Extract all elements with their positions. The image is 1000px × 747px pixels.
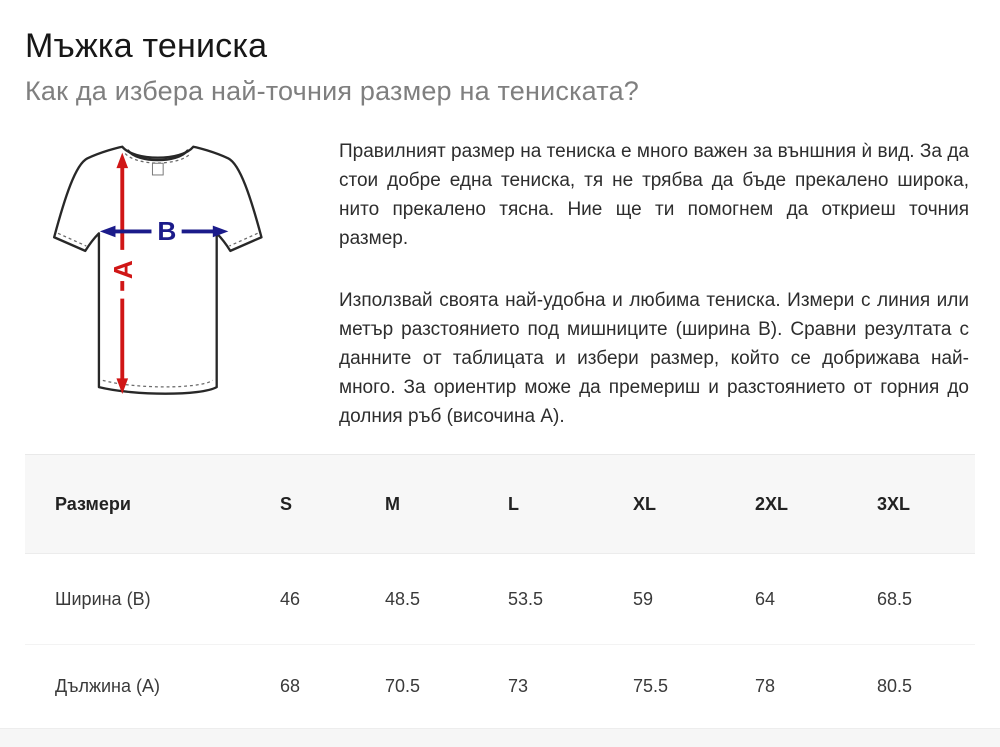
intro-paragraphs — [339, 137, 975, 433]
length-value-m: 70.5 — [385, 675, 421, 696]
tshirt-measure-diagram — [25, 137, 313, 429]
width-value-xl: 59 — [633, 588, 654, 609]
page-subtitle: Как да избера най-точния размер на тениската? — [25, 76, 639, 106]
width-value-2xl: 64 — [755, 588, 776, 609]
tshirt-outline — [54, 147, 261, 394]
page-footer-strip — [0, 728, 1000, 747]
size-table — [25, 454, 975, 727]
length-value-l: 73 — [508, 675, 529, 696]
width-value-l: 53.5 — [508, 588, 544, 609]
length-value-2xl: 78 — [755, 675, 776, 696]
row-label-length: Дължина (A) — [55, 675, 160, 696]
length-value-xl: 75.5 — [633, 675, 669, 696]
page-header — [0, 0, 1000, 107]
label-a: A — [108, 260, 139, 280]
header-cell-2xl: 2XL — [755, 493, 789, 514]
header-cell-l: L — [508, 493, 519, 514]
neck-label — [152, 163, 163, 175]
page-title: Мъжка тениска — [25, 27, 268, 65]
intro-paragraph-2: Използвай своята най-удобна и любима тениска. Измери с линия или метър разстоянието под мишниците (ширина B). Сравни резултата с данните от таблицата и избери размер, който се добрижава най-много. За ориентир може да премериш и разстоянието от горния до долния ръб (височина A). — [339, 290, 969, 427]
width-value-s: 46 — [280, 588, 301, 609]
length-value-s: 68 — [280, 675, 301, 696]
length-value-3xl: 80.5 — [877, 675, 913, 696]
tshirt-diagram-icon — [25, 137, 313, 429]
header-cell-sizes: Размери — [55, 493, 131, 514]
table-row-length — [25, 644, 975, 727]
label-b: B — [157, 216, 177, 247]
width-value-3xl: 68.5 — [877, 588, 913, 609]
table-row-width — [25, 554, 975, 644]
intro-paragraph-1: Правилният размер на тениска е много важен за външния ѝ вид. За да стои добре една тениска, тя не трябва да бъде прекалено широка, нито прекалено тясна. Ние ще ти помогнем да откриеш точния размер. — [339, 141, 969, 249]
header-cell-s: S — [280, 493, 293, 514]
intro-section — [25, 137, 975, 433]
header-cell-xl: XL — [633, 493, 657, 514]
header-cell-m: M — [385, 493, 400, 514]
width-value-m: 48.5 — [385, 588, 421, 609]
size-table-header-row — [25, 454, 975, 554]
row-label-width: Ширина (B) — [55, 588, 151, 609]
header-cell-3xl: 3XL — [877, 493, 911, 514]
